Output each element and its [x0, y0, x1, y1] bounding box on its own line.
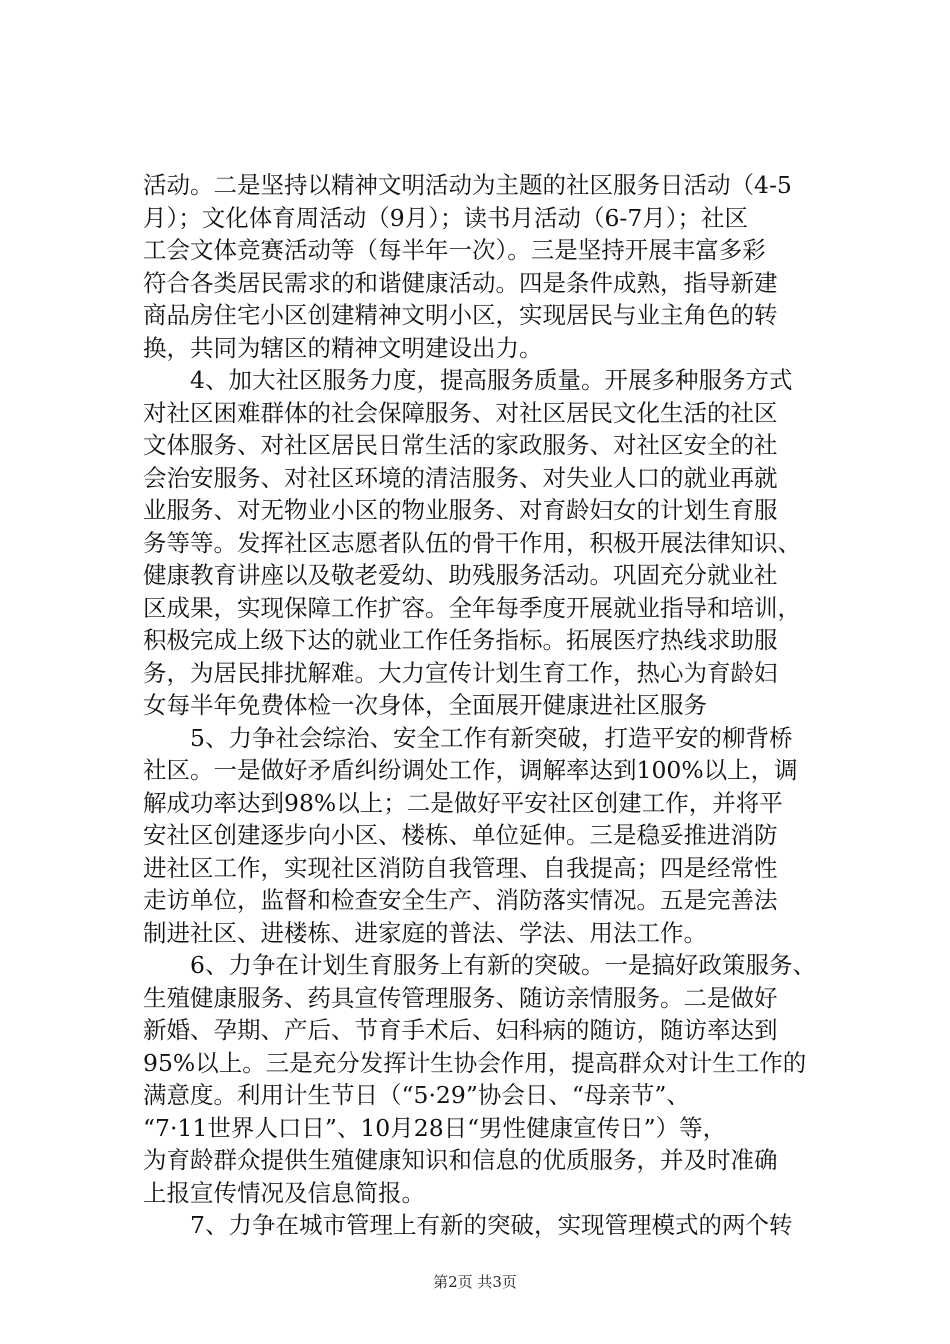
- text-line: 7、力争在城市管理上有新的突破，实现管理模式的两个转: [143, 1211, 793, 1239]
- text-line: 满意度。利用计生节日（“5·29”协会日、“母亲节”、: [143, 1081, 690, 1109]
- text-line: 会治安服务、对社区环境的清洁服务、对失业人口的就业再就: [143, 463, 778, 492]
- text-line: 积极完成上级下达的就业工作任务指标。拓展医疗热线求助服: [143, 626, 778, 654]
- text-line: 走访单位，监督和检查安全生产、消防落实情况。五是完善法: [143, 886, 778, 914]
- text-line: 对社区困难群体的社会保障服务、对社区居民文化生活的社区: [143, 398, 778, 427]
- text-line: “7·11世界人口日”、10月28日“男性健康宣传日”）等，: [143, 1113, 727, 1142]
- text-line: 社区。一是做好矛盾纠纷调处工作，调解率达到100%以上，调: [143, 756, 798, 784]
- text-line: 文体服务、对社区居民日常生活的家政服务、对社区安全的社: [143, 431, 778, 459]
- text-line: 区成果，实现保障工作扩容。全年每季度开展就业指导和培训，: [143, 593, 801, 622]
- text-line: 进社区工作，实现社区消防自我管理、自我提高；四是经常性: [143, 853, 778, 882]
- text-line: 6、力争在计划生育服务上有新的突破。一是搞好政策服务、: [143, 951, 816, 979]
- text-line: 上报宣传情况及信息简报。: [143, 1178, 425, 1207]
- text-line: 业服务、对无物业小区的物业服务、对育龄妇女的计划生育服: [143, 496, 778, 524]
- text-line: 女每半年免费体检一次身体，全面展开健康进社区服务: [143, 691, 707, 719]
- text-line: 换，共同为辖区的精神文明建设出力。: [143, 333, 543, 362]
- text-line: 商品房住宅小区创建精神文明小区，实现居民与业主角色的转: [143, 301, 778, 329]
- text-line: 4、加大社区服务力度，提高服务质量。开展多种服务方式: [143, 366, 793, 394]
- text-line: 制进社区、进楼栋、进家庭的普法、学法、用法工作。: [143, 918, 707, 947]
- text-line: 务等等。发挥社区志愿者队伍的骨干作用，积极开展法律知识、: [143, 528, 801, 557]
- text-line: 新婚、孕期、产后、节育手术后、妇科病的随访，随访率达到: [143, 1016, 778, 1044]
- text-line: 安社区创建逐步向小区、楼栋、单位延伸。三是稳妥推进消防: [143, 821, 778, 849]
- text-line: 95%以上。三是充分发挥计生协会作用，提高群众对计生工作的: [143, 1048, 807, 1077]
- text-line: 生殖健康服务、药具宣传管理服务、随访亲情服务。二是做好: [143, 983, 778, 1012]
- text-line: 务，为居民排扰解难。大力宣传计划生育工作，热心为育龄妇: [143, 658, 778, 687]
- text-line: 工会文体竞赛活动等（每半年一次）。三是坚持开展丰富多彩: [143, 236, 766, 264]
- text-line: 月）；文化体育周活动（9月）；读书月活动（6-7月）；社区: [143, 203, 749, 232]
- page-footer: 第2页 共3页: [433, 1273, 517, 1291]
- text-line: 解成功率达到98%以上；二是做好平安社区创建工作，并将平: [143, 788, 783, 817]
- text-line: 5、力争社会综治、安全工作有新突破，打造平安的柳背桥: [143, 723, 793, 752]
- text-line: 符合各类居民需求的和谐健康活动。四是条件成熟，指导新建: [143, 268, 778, 297]
- text-line: 活动。二是坚持以精神文明活动为主题的社区服务日活动（4-5: [143, 171, 792, 199]
- text-line: 健康教育讲座以及敬老爱幼、助残服务活动。巩固充分就业社: [143, 561, 778, 589]
- text-line: 为育龄群众提供生殖健康知识和信息的优质服务，并及时准确: [143, 1146, 778, 1174]
